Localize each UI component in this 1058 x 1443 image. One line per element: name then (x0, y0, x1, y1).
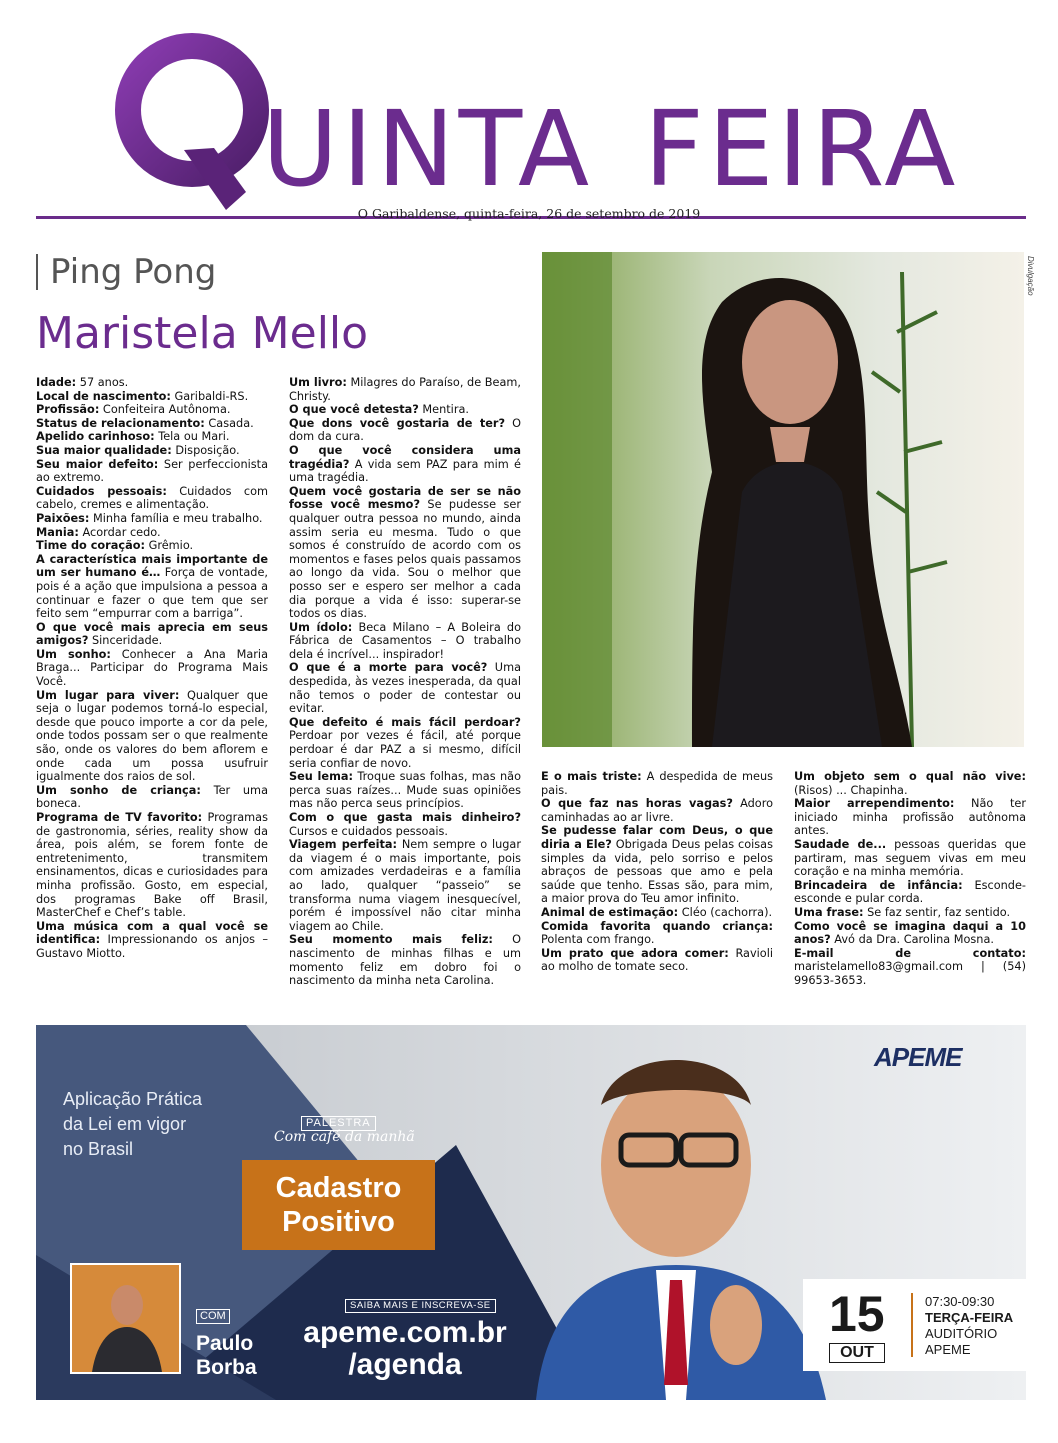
qa-item (36, 920, 268, 961)
apeme-logo: APEME (874, 1042, 962, 1072)
qa-answer: Polenta com frango. (541, 933, 655, 947)
qa-answer: Cuidados com cabelo, cremes e alimentação. (36, 484, 268, 512)
qa-question: Paixões: (36, 511, 90, 525)
qa-answer: maristelamello83@gmail.com | (54) 99653-3653. (794, 960, 1026, 987)
qa-question: Time do coração: (36, 539, 145, 553)
qa-item (289, 716, 521, 770)
qa-answer: Cursos e cuidados pessoais. (289, 824, 449, 838)
ad-cafe-label: Com café da manhã (274, 1129, 415, 1145)
qa-item (289, 770, 521, 811)
qa-item (289, 933, 521, 987)
qa-answer: Impressionando os anjos – Gustavo Miotto. (36, 933, 268, 960)
qa-question: Quem você gostaria de ser se não fosse você mesmo? (289, 484, 521, 512)
qa-item (541, 770, 773, 797)
qa-question: Apelido carinhoso: (36, 430, 155, 444)
qa-item (794, 838, 1026, 879)
qa-answer: Tela ou Mari. (154, 430, 230, 444)
qa-item (541, 920, 773, 947)
qa-item (794, 879, 1026, 906)
qa-answer: Qualquer que seja o lugar podemos torná-lo especial, desde que pouco importe a cor da pele, onde todos possam ser o que realmente são, onde os valores do bem aflorem e onde cada um possa usufruir igualmente dos raios de sol. (36, 688, 268, 784)
qa-item (36, 417, 268, 431)
qa-answer: Mentira. (418, 403, 469, 417)
qa-question: Comida favorita quando criança: (541, 919, 773, 933)
dateline: O Garibaldense, quinta-feira, 26 de setembro de 2019 (357, 206, 701, 221)
qa-question: Viagem perfeita: (289, 838, 398, 852)
photo-credit: Divulgação (1026, 256, 1035, 296)
qa-question: Seu momento mais feliz: (289, 933, 493, 947)
qa-item (36, 539, 268, 553)
qa-answer: Obrigada Deus pelas coisas simples da vida, pelo sorriso e pelos abraços de pessoas que amo e pela saúde que tenho. Essas são, para mim, a maior prova do Teu amor infinito. (541, 837, 773, 906)
qa-item (36, 430, 268, 444)
qa-question: Programa de TV favorito: (36, 811, 203, 824)
qa-item (36, 621, 268, 648)
qa-question: Local de nascimento: (36, 389, 171, 403)
qa-item (289, 661, 521, 715)
qa-question: Seu lema: (289, 770, 354, 784)
qa-question: Com o que gasta mais dinheiro? (289, 811, 521, 824)
qa-question: Uma frase: (794, 905, 864, 919)
qa-answer: (Risos) ... Chapinha. (794, 783, 908, 797)
qa-question: Um sonho de criança: (36, 783, 201, 797)
qa-item (289, 417, 521, 444)
ad-signup-label: SAIBA MAIS E INSCREVA-SE (345, 1299, 496, 1313)
ad-speaker-first: Paulo (196, 1332, 254, 1355)
qa-question: Sua maior qualidade: (36, 443, 172, 457)
qa-answer: Acordar cedo. (78, 525, 161, 539)
qa-answer: Cléo (cachorra). (678, 905, 773, 919)
qa-answer: pessoas queridas que partiram, mas seguem vivas em meu coração e na minha memória. (794, 837, 1026, 879)
qa-question: Saudade de... (794, 837, 887, 851)
ad-title-line-1: Cadastro (275, 1172, 402, 1204)
qa-question: Idade: (36, 376, 77, 389)
qa-item (794, 947, 1026, 988)
event-venue-2: APEME (925, 1342, 971, 1357)
qa-answer: Minha família e meu trabalho. (89, 511, 263, 525)
event-divider (911, 1293, 913, 1357)
qa-question: O que você detesta? (289, 403, 419, 417)
qa-item (289, 444, 521, 485)
masthead-logo (114, 30, 1014, 210)
qa-answer: O dom da cura. (289, 416, 522, 444)
qa-question: Mania: (36, 525, 79, 539)
masthead (36, 30, 1026, 220)
qa-item (289, 403, 521, 417)
qa-question: Um ídolo: (289, 620, 353, 634)
qa-item (289, 485, 521, 621)
qa-answer: Troque suas folhas, mas não perca suas raízes... Mude suas opiniões mas não perca seus princípios. (289, 770, 521, 811)
portrait-photo (542, 252, 1024, 747)
qa-answer: Adoro caminhadas ao ar livre. (541, 797, 774, 824)
qa-question: Como você se imagina daqui a 10 anos? (794, 919, 1026, 947)
qa-item (794, 920, 1026, 947)
qa-answer: O nascimento de minhas filhas e um momento feliz em dobro foi o nascimento da minha neta Carolina. (289, 933, 521, 988)
ad-url-line-2[interactable]: /agenda (348, 1348, 462, 1381)
qa-item (36, 485, 268, 512)
qa-question: O que você considera uma tragédia? (289, 443, 521, 471)
qa-answer: Esconde-esconde e pular corda. (794, 878, 1026, 906)
qa-answer: Nem sempre o lugar da viagem é o mais importante, pois com amizades verdadeiras e a família ao lado, qualquer “passeio” se transforma numa viagem inesquecível, porém é impossível não citar minha viagem ao Chile. (289, 838, 521, 933)
ad-title-box (242, 1160, 435, 1250)
qa-answer: Milagres do Paraíso, de Beam, Christy. (289, 376, 521, 403)
qa-item (289, 621, 521, 662)
qa-item (794, 797, 1026, 838)
qa-question: Que dons você gostaria de ter? (289, 416, 506, 430)
qa-answer: Grêmio. (144, 539, 194, 553)
qa-answer: A despedida de meus pais. (541, 770, 774, 797)
qa-answer: Se pudesse ser qualquer outra pessoa no mundo, ainda assim seria eu mesma. Tudo o que somos é construído de acordo com os momentos e fases pelos quais passamos ao longo da vida. Sou o melhor que posso ser e espero ser melhor a cada dia porque a vida é isso: superar-se todos os dias. (289, 498, 521, 621)
qa-answer: Disposição. (171, 443, 240, 457)
qa-question: Seu maior defeito: (36, 457, 159, 471)
qa-item (36, 784, 268, 811)
text-column-3 (541, 770, 773, 974)
ad-speaker-last: Borba (196, 1356, 257, 1379)
qa-answer: Sinceridade. (88, 634, 163, 648)
qa-answer: Confeiteira Autônoma. (99, 403, 231, 417)
qa-item (36, 403, 268, 417)
event-time: 07:30-09:30 (925, 1294, 995, 1309)
ad-com-label: COM (196, 1309, 230, 1324)
qa-item (36, 458, 268, 485)
qa-answer: Ravioli ao molho de tomate seco. (541, 946, 773, 974)
qa-question: E o mais triste: (541, 770, 642, 783)
qa-item (36, 444, 268, 458)
qa-item (289, 838, 521, 933)
event-day: 15 (829, 1286, 885, 1342)
qa-item (36, 376, 268, 390)
section-label: Ping Pong (36, 254, 216, 290)
qa-question: Se pudesse falar com Deus, o que diria a Ele? (541, 824, 773, 851)
qa-answer: Conhecer a Ana Maria Braga... Participar do Programa Mais Você. (36, 647, 268, 689)
text-column-4 (794, 770, 1026, 988)
qa-question: Maior arrependimento: (794, 797, 955, 811)
qa-answer: Uma despedida, às vezes inesperada, da qual não temos o poder de contestar ou evitar. (289, 661, 521, 716)
qa-question: A característica mais importante de um ser humano é… (36, 552, 268, 580)
qa-question: E-mail de contato: (794, 946, 1026, 960)
qa-answer: 57 anos. (76, 376, 129, 389)
qa-item (289, 376, 521, 403)
text-column-1 (36, 376, 268, 961)
qa-item (36, 390, 268, 404)
qa-question: Um lugar para viver: (36, 688, 180, 702)
qa-question: Uma música com a qual você se identifica: (36, 919, 268, 947)
ad-speaker-name (196, 1332, 257, 1380)
qa-answer: Avó da Dra. Carolina Mosna. (830, 933, 994, 947)
qa-item (36, 526, 268, 540)
qa-item (541, 947, 773, 974)
qa-question: O que é a morte para você? (289, 661, 488, 675)
qa-item (794, 906, 1026, 920)
qa-item (36, 811, 268, 920)
masthead-word-uinta: uinta (262, 88, 594, 210)
qa-item (36, 512, 268, 526)
event-info (925, 1294, 1013, 1358)
qa-item (541, 797, 773, 824)
qa-item (36, 648, 268, 689)
qa-question: Brincadeira de infância: (794, 878, 963, 892)
qa-item (289, 811, 521, 838)
qa-item (36, 553, 268, 621)
qa-question: Um objeto sem o qual não vive: (794, 770, 1026, 783)
qa-answer: Ser perfeccionista ao extremo. (36, 457, 268, 485)
qa-answer: Programas de gastronomia, séries, reality show da área, pois além, se forem fonte de entretenimento, transmitem ensinamentos, dicas e curiosidades para minha profissão. Gosto, em especial, dos programas Bake off Brasil, MasterChef e Chef’s table. (36, 811, 268, 920)
ad-palestra-label: PALESTRA (301, 1116, 376, 1131)
qa-question: Profissão: (36, 403, 100, 417)
qa-item (541, 824, 773, 906)
qa-question: Um sonho: (36, 647, 111, 661)
qa-answer: Beca Milano – A Boleira do Fábrica de Casamentos – O trabalho dela é incrível... inspirador! (289, 620, 521, 661)
qa-question: Um prato que adora comer: (541, 946, 729, 960)
qa-item (794, 770, 1026, 797)
text-column-2 (289, 376, 521, 988)
event-date-box (803, 1279, 1026, 1371)
qa-question: O que faz nas horas vagas? (541, 797, 733, 811)
qa-question: Um livro: (289, 376, 347, 389)
qa-answer: Não ter iniciado minha profissão autônoma antes. (794, 797, 1026, 838)
qa-answer: Garibaldi-RS. (170, 389, 249, 403)
ad-url-link[interactable] (300, 1317, 510, 1381)
qa-answer: Perdoar por vezes é fácil, até porque perdoar é dar PAZ a si mesmo, difícil seria confiar de novo. (289, 729, 521, 770)
ad-title-line-2: Positivo (282, 1206, 395, 1238)
headline: Maristela Mello (36, 308, 369, 359)
qa-answer: Força de vontade, pois é a ação que impulsiona a pessoa a continuar e fazer o que tem que ser feito sem “empurrar com a barriga”. (36, 566, 268, 621)
qa-question: Que defeito é mais fácil perdoar? (289, 715, 521, 729)
speaker-photo (70, 1263, 181, 1374)
qa-question: Cuidados pessoais: (36, 484, 167, 498)
ad-banner[interactable] (36, 1025, 1026, 1400)
qa-question: Status de relacionamento: (36, 416, 205, 430)
event-weekday: TERÇA-FEIRA (925, 1310, 1014, 1325)
event-venue-1: AUDITÓRIO (925, 1326, 998, 1341)
qa-answer: Ter uma boneca. (36, 783, 268, 811)
qa-answer: Casada. (204, 416, 254, 430)
masthead-word-feira: feira (644, 88, 960, 210)
qa-answer: A vida sem PAZ para mim é uma tragédia. (289, 457, 521, 485)
qa-answer: Se faz sentir, faz sentido. (863, 905, 1011, 919)
event-month: OUT (829, 1343, 885, 1363)
qa-item (36, 689, 268, 784)
qa-item (541, 906, 773, 920)
qa-question: O que você mais aprecia em seus amigos? (36, 620, 268, 648)
ad-url-line-1[interactable]: apeme.com.br (303, 1316, 507, 1349)
ad-tagline: Aplicação Prática da Lei em vigor no Brasil (63, 1089, 203, 1159)
qa-question: Animal de estimação: (541, 905, 679, 919)
